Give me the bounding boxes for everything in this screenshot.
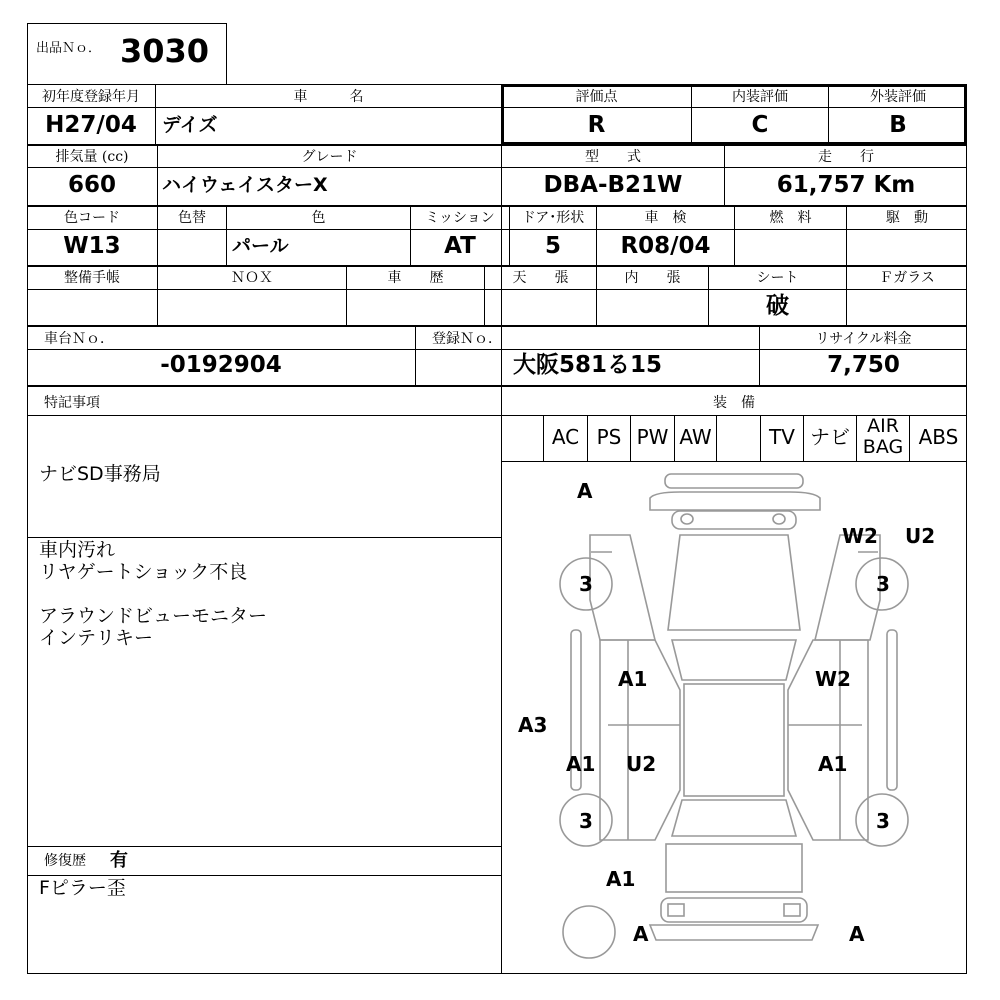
drive-label: 駆 動	[886, 210, 928, 226]
first-reg-value: H27/04	[45, 112, 137, 138]
exterior-label: 外装評価	[870, 89, 926, 105]
damage-w2-top: W2	[842, 524, 878, 548]
equip-pw: PW	[636, 425, 669, 449]
color-code-value: W13	[63, 233, 121, 259]
mileage-label: 走 行	[818, 149, 874, 165]
repair-label: 修復歴	[44, 853, 86, 869]
mileage-value: 61,757 Km	[776, 172, 916, 198]
damage-a1-right: A1	[818, 752, 848, 776]
model-label: 型 式	[585, 149, 641, 165]
glass-label: Ｆガラス	[879, 270, 935, 286]
fuel-label: 燃 料	[769, 210, 812, 226]
seat-label: シート	[756, 270, 799, 286]
inspection-value: R08/04	[620, 233, 711, 259]
lot-number: 3030	[120, 32, 210, 70]
damage-rear-left: A	[633, 922, 649, 946]
record-book-label: 整備手帳	[64, 270, 120, 286]
first-reg-label: 初年度登録年月	[42, 89, 140, 105]
car-name-label: 車 名	[293, 89, 364, 105]
repaint-label: 色替	[178, 210, 206, 226]
nox-label: ＮＯＸ	[231, 270, 273, 286]
color-value: パール	[232, 235, 289, 257]
remarks-label: 特記事項	[44, 395, 100, 411]
interior-value: C	[751, 112, 769, 138]
mission-label: ミッション	[425, 210, 495, 226]
displacement-value: 660	[67, 172, 116, 198]
equip-navi: ナビ	[810, 425, 850, 449]
damage-front: A	[577, 479, 593, 503]
seat-value: 破	[766, 293, 789, 319]
damage-a1-rear: A1	[606, 867, 636, 891]
score-value: R	[587, 112, 606, 138]
chassis-label: 車台Ｎｏ．	[44, 331, 114, 347]
equip-abs: ABS	[918, 425, 959, 449]
recycle-value: 7,750	[827, 352, 900, 378]
tire-rear-left: 3	[579, 809, 593, 833]
car-diagram	[502, 462, 967, 974]
damage-u2-top: U2	[905, 524, 936, 548]
remarks-block2: 車内汚れ リヤゲートショック不良 アラウンドビューモニター インテリキー	[39, 539, 268, 649]
tire-front-right: 3	[876, 572, 890, 596]
repair-detail: Fピラー歪	[39, 877, 126, 899]
grade-label: グレード	[301, 149, 358, 165]
damage-rear-right: A	[849, 922, 865, 946]
door-value: 5	[544, 233, 561, 259]
displacement-label: 排気量 (cc)	[55, 149, 129, 165]
tire-front-left: 3	[579, 572, 593, 596]
color-label: 色	[311, 210, 326, 226]
chassis-value: -0192904	[160, 352, 282, 378]
lot-label: 出品Ｎｏ．	[36, 41, 102, 56]
plate-value: 大阪581る15	[512, 352, 663, 378]
damage-a1-left-front: A1	[618, 667, 648, 691]
tire-rear-right: 3	[876, 809, 890, 833]
damage-w2-right: W2	[815, 667, 851, 691]
roof-label: 天 張	[512, 270, 569, 286]
recycle-label: リサイクル料金	[815, 331, 912, 347]
equipment-label: 装 備	[713, 395, 755, 411]
door-label: ドア･形状	[521, 210, 585, 226]
equip-airbag: AIR BAG	[862, 415, 904, 458]
plate-label: 登録Ｎｏ．	[432, 331, 502, 347]
equip-ps: PS	[596, 425, 622, 449]
equip-aw: AW	[679, 425, 712, 449]
repair-value: 有	[110, 850, 128, 871]
damage-a3: A3	[518, 713, 548, 737]
damage-u2-left: U2	[626, 752, 657, 776]
remarks-line1: ナビSD事務局	[39, 463, 161, 485]
history-label: 車 歴	[387, 270, 444, 286]
grade-value: ハイウェイスターX	[162, 174, 328, 196]
damage-a1-left: A1	[566, 752, 596, 776]
equip-ac: AC	[551, 425, 580, 449]
model-value: DBA-B21W	[543, 172, 683, 198]
mission-value: AT	[444, 233, 476, 259]
equip-tv: TV	[769, 425, 795, 449]
inspection-label: 車 検	[644, 210, 687, 226]
interior-label: 内装評価	[732, 89, 788, 105]
interior-trim-label: 内 張	[624, 270, 681, 286]
car-name-value: デイズ	[162, 114, 218, 136]
color-code-label: 色コード	[64, 210, 120, 226]
exterior-value: B	[889, 112, 907, 138]
score-label: 評価点	[575, 89, 618, 105]
